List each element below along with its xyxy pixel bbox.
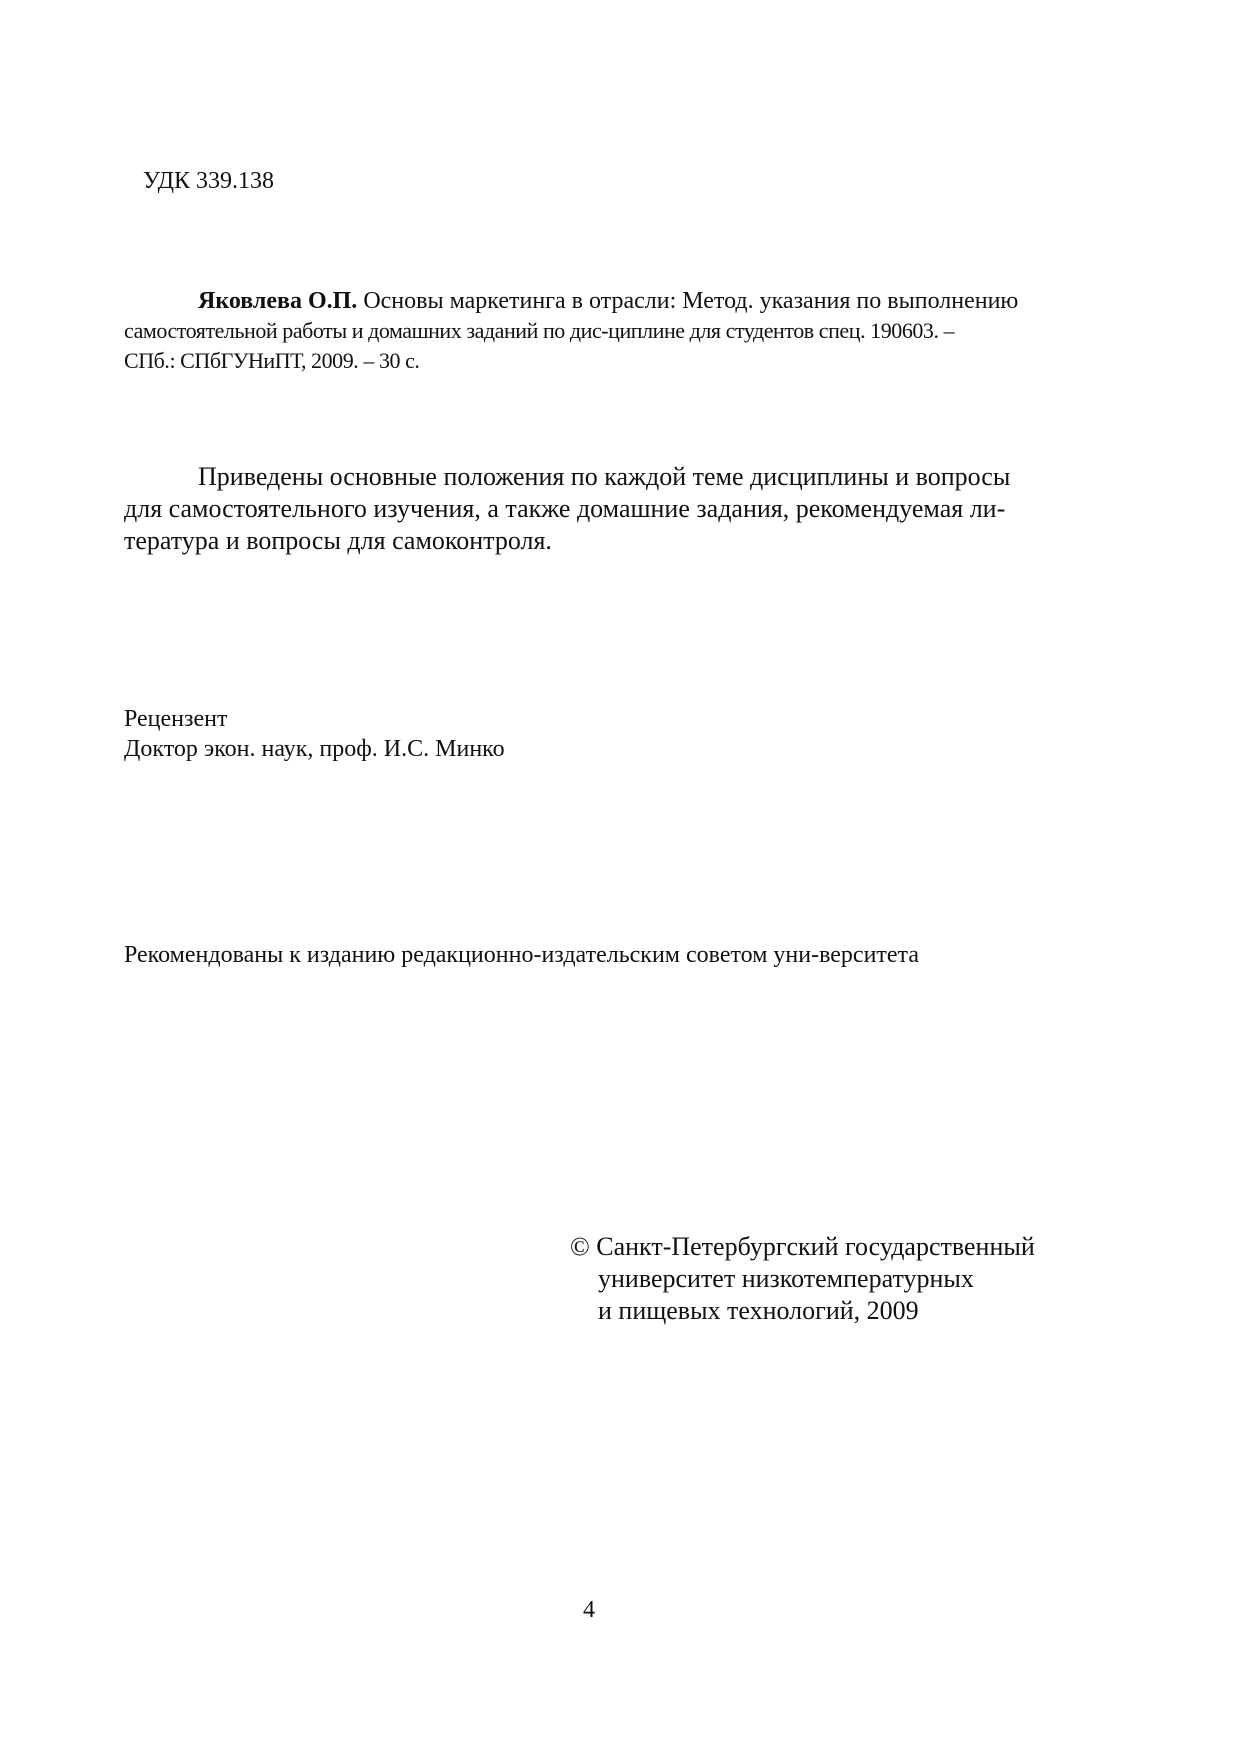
citation-line-3: СПб.: СПбГУНиПТ, 2009. – 30 с. bbox=[124, 348, 420, 373]
reviewer-name: Доктор экон. наук, проф. И.С. Минко bbox=[124, 736, 505, 762]
copyright-line-1: © Санкт-Петербургский государственный bbox=[570, 1232, 1035, 1261]
udk-code: УДК 339.138 bbox=[143, 168, 274, 194]
annotation-line-1: Приведены основные положения по каждой теме дисциплины и вопросы bbox=[198, 462, 1011, 491]
annotation-line-3: тература и вопросы для самоконтроля. bbox=[124, 526, 552, 555]
reviewer-label: Рецензент bbox=[124, 706, 228, 732]
citation-line-2: самостоятельной работы и домашних заданий по дис-циплине для студентов спец. 190603. – bbox=[124, 318, 955, 343]
annotation-line-2: для самостоятельного изучения, а также домашние задания, рекомендуемая ли- bbox=[124, 494, 1006, 523]
page-number: 4 bbox=[583, 1597, 595, 1623]
publication-recommendation: Рекомендованы к изданию редакционно-издательским советом уни-верситета bbox=[124, 942, 919, 968]
copyright-line-2: университет низкотемпературных bbox=[598, 1264, 974, 1293]
citation-title: Основы маркетинга в отрасли: Метод. указания по выполнению bbox=[357, 288, 1019, 314]
copyright-line-3: и пищевых технологий, 2009 bbox=[598, 1296, 919, 1325]
citation-line-1 bbox=[198, 286, 1018, 316]
citation-author: Яковлева О.П. bbox=[198, 288, 358, 314]
